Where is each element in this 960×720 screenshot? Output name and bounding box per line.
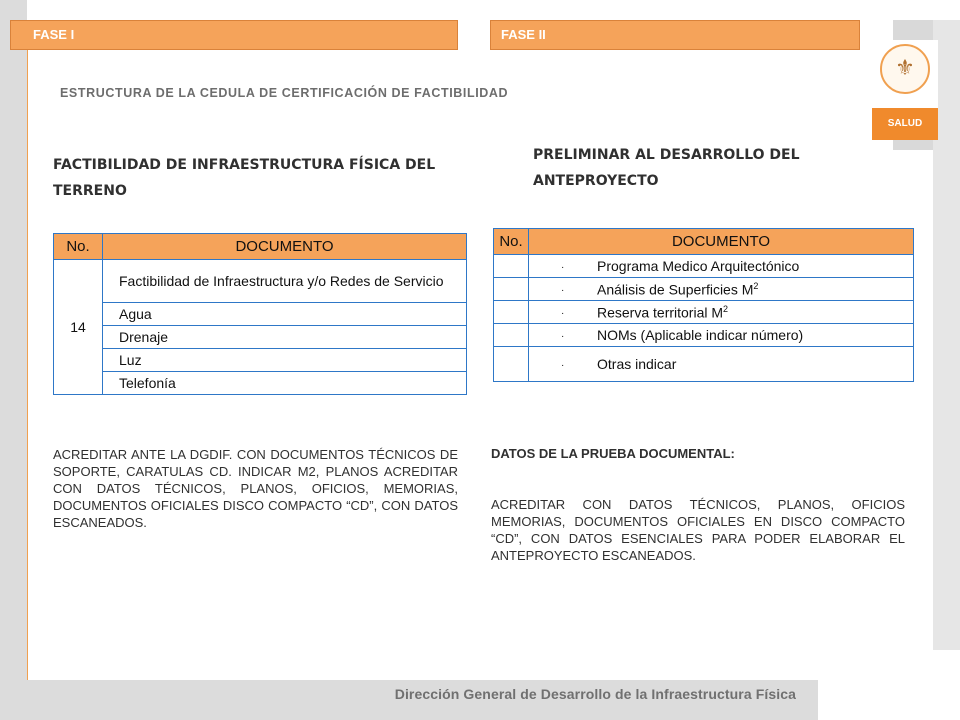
footer-text: Dirección General de Desarrollo de la Infraestructura Física [394, 686, 796, 702]
salud-logo: SALUD [872, 108, 938, 140]
national-seal-icon: ⚜ [880, 44, 930, 94]
column-header-documento: DOCUMENTO [529, 229, 914, 255]
table-row [529, 324, 914, 347]
row-text: Otras indicar [597, 356, 677, 372]
table-cell-empty [494, 278, 529, 301]
row-text: Análisis de Superficies M [597, 281, 754, 298]
table-cell-empty [494, 255, 529, 278]
bullet: · [561, 285, 565, 297]
left-band [0, 0, 27, 680]
table-row [529, 347, 914, 382]
table-cell-empty [494, 301, 529, 324]
table-row: Drenaje [103, 326, 467, 349]
left-paragraph: ACREDITAR ANTE LA DGDIF. CON DOCUMENTOS TÉCNICOS DE SOPORTE, CARATULAS CD. INDICAR M2, PLANOS ACREDITAR CON DATOS TÉCNICOS, PLANOS, OFICIOS, MEMORIAS, DOCUMENTOS OFICIALES DISCO COMPACTO “CD”, CON DATOS ESCANEADOS. [53, 447, 458, 530]
table-row: Factibilidad de Infraestructura y/o Redes de Servicio [103, 260, 467, 303]
right-section-title: PRELIMINAR AL DESARROLLO DEL ANTEPROYECTO [533, 147, 800, 189]
bullet: · [561, 261, 565, 273]
tab-fase-1: FASE I [10, 20, 458, 50]
left-section-title: FACTIBILIDAD DE INFRAESTRUCTURA FÍSICA DEL TERRENO [53, 157, 436, 199]
bullet: · [561, 359, 565, 371]
row-text: Reserva territorial M [597, 304, 724, 321]
table-row: Agua [103, 303, 467, 326]
table-row [529, 255, 914, 278]
table-row [529, 278, 914, 301]
superscript: 2 [723, 303, 729, 314]
left-divider-line [27, 50, 28, 680]
column-header-no: No. [54, 234, 103, 260]
table-row: Telefonía [103, 372, 467, 395]
evidence-title: DATOS DE LA PRUEBA DOCUMENTAL: [491, 446, 735, 461]
row-text: NOMs (Aplicable indicar número) [597, 327, 804, 343]
table-row: Luz [103, 349, 467, 372]
bullet: · [561, 330, 565, 342]
row-number: 14 [54, 260, 103, 395]
column-header-documento: DOCUMENTO [103, 234, 467, 260]
table-row [529, 301, 914, 324]
page-title: ESTRUCTURA DE LA CEDULA DE CERTIFICACIÓN DE FACTIBILIDAD [60, 86, 509, 100]
infrastructure-table [53, 233, 467, 395]
preliminary-table [493, 228, 914, 382]
superscript: 2 [753, 280, 759, 291]
row-text: Programa Medico Arquitectónico [597, 258, 800, 274]
column-header-no: No. [494, 229, 529, 255]
bullet: · [561, 308, 565, 320]
table-cell-empty [494, 347, 529, 382]
tab-fase-2: FASE II [490, 20, 860, 50]
table-cell-empty [494, 324, 529, 347]
right-paragraph: ACREDITAR CON DATOS TÉCNICOS, PLANOS, OFICIOS MEMORIAS, DOCUMENTOS OFICIALES EN DISCO COMPACTO “CD”, CON DATOS ESENCIALES PARA PODER ELABORAR EL ANTEPROYECTO ESCANEADOS. [491, 497, 905, 563]
